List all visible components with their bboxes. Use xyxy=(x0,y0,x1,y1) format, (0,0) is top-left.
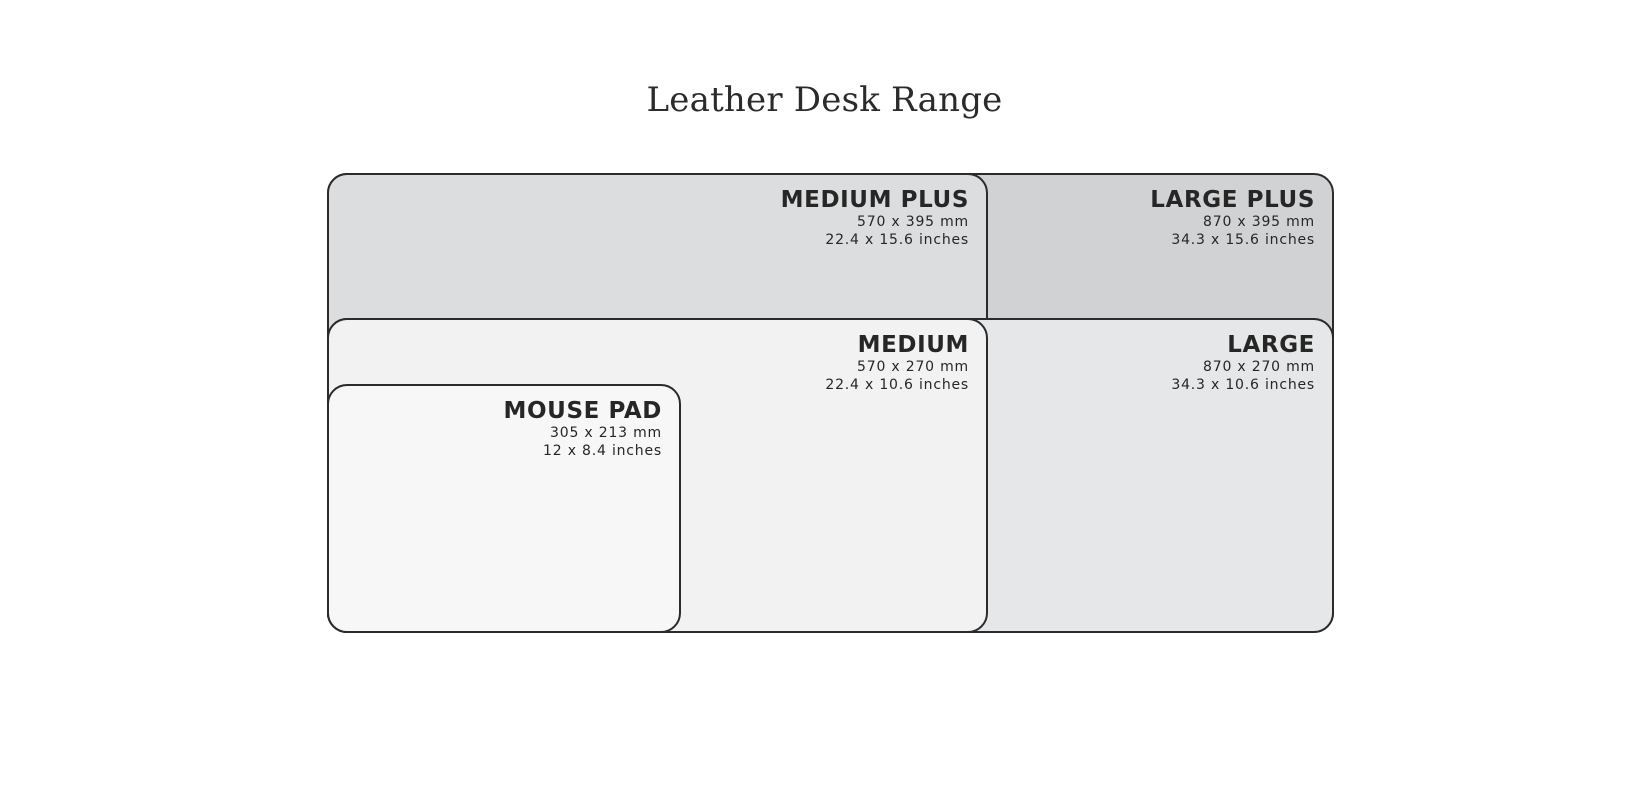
pad-medium-mm: 570 x 270 mm xyxy=(857,359,969,375)
pad-medium-plus-inches: 22.4 x 15.6 inches xyxy=(825,232,969,248)
pad-medium-label xyxy=(825,332,969,394)
pad-medium-plus-name: MEDIUM PLUS xyxy=(780,187,969,213)
pad-large-plus-label xyxy=(1150,187,1315,249)
pad-medium-name: MEDIUM xyxy=(857,332,969,358)
pad-large-mm: 870 x 270 mm xyxy=(1203,359,1315,375)
pad-large-plus-name: LARGE PLUS xyxy=(1150,187,1315,213)
pad-medium-inches: 22.4 x 10.6 inches xyxy=(825,377,969,393)
pad-large-plus-inches: 34.3 x 15.6 inches xyxy=(1171,232,1315,248)
pad-mouse-inches: 12 x 8.4 inches xyxy=(543,443,662,459)
pad-medium-plus-mm: 570 x 395 mm xyxy=(857,214,969,230)
page-title: Leather Desk Range xyxy=(646,80,1003,120)
pad-medium-plus-label xyxy=(781,187,969,249)
pad-mouse xyxy=(327,384,681,633)
pad-large-plus-mm: 870 x 395 mm xyxy=(1203,214,1315,230)
pad-large-inches: 34.3 x 10.6 inches xyxy=(1171,377,1315,393)
pad-mouse-name: MOUSE PAD xyxy=(503,398,662,424)
pad-large-label xyxy=(1171,332,1315,394)
pad-large-name: LARGE xyxy=(1227,332,1315,358)
pad-mouse-label xyxy=(504,398,662,460)
pad-mouse-mm: 305 x 213 mm xyxy=(550,425,662,441)
